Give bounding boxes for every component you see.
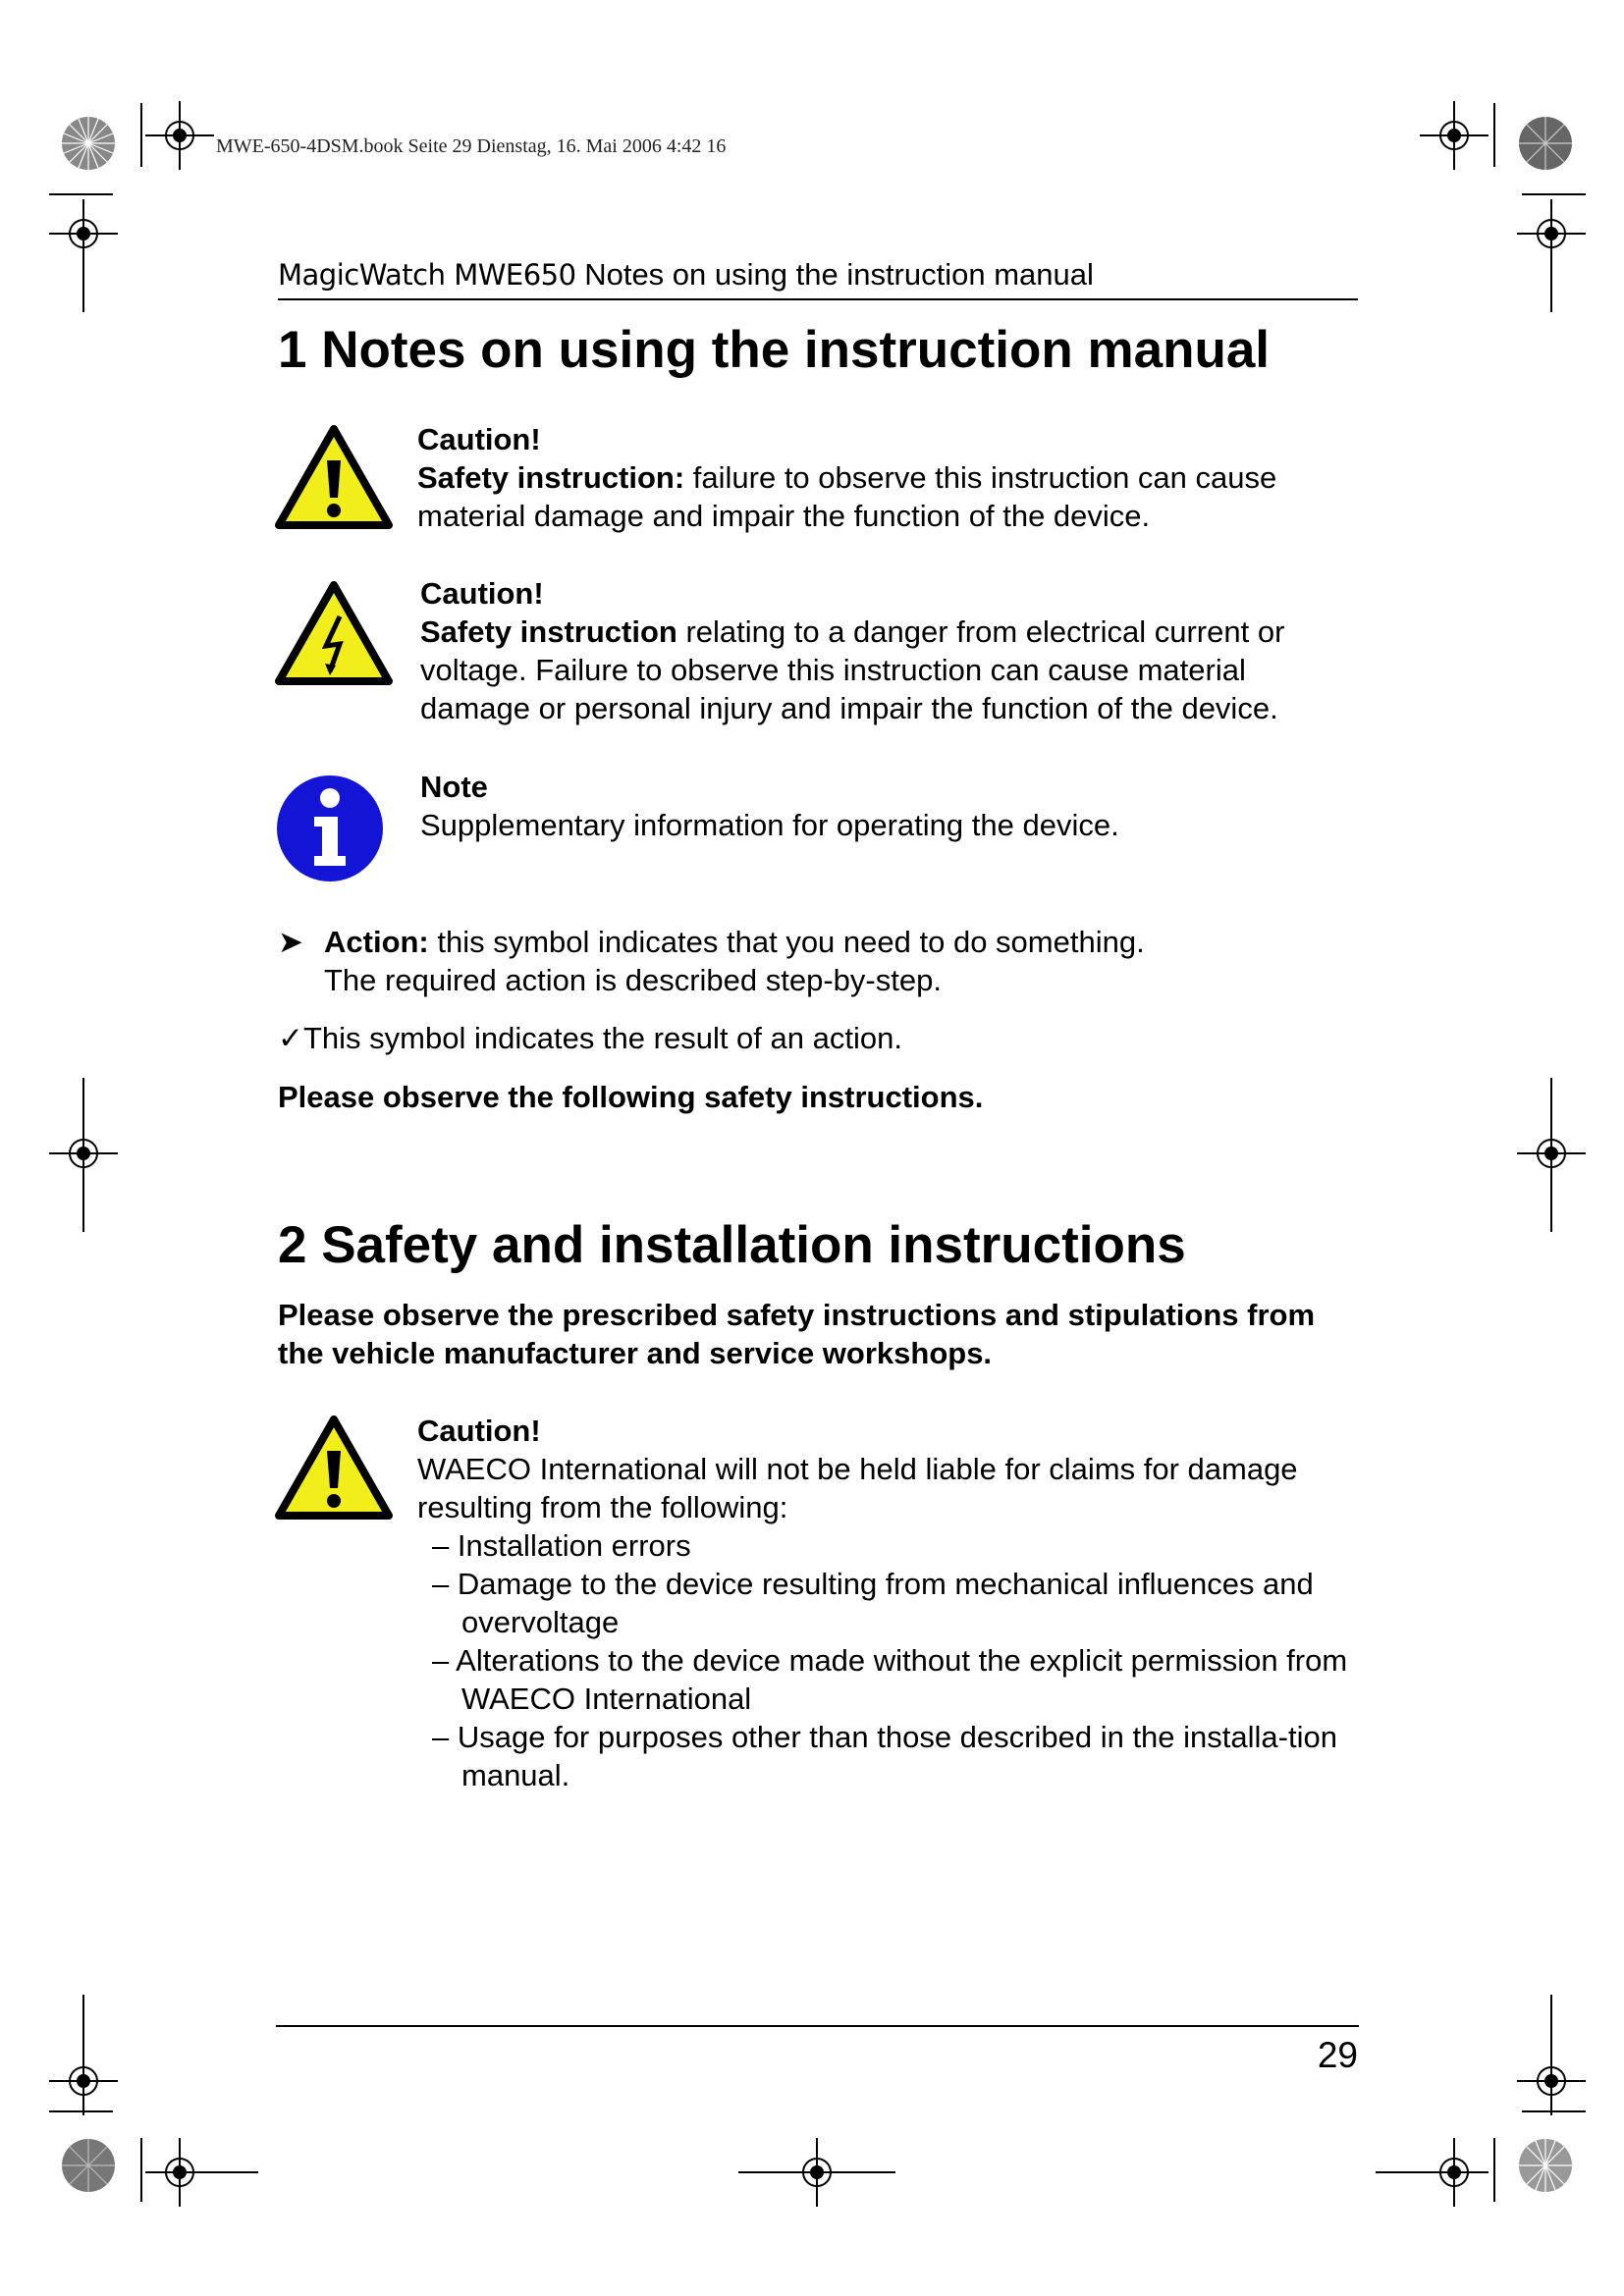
warning-icon bbox=[275, 425, 393, 531]
crop-line bbox=[851, 2171, 895, 2173]
list-item: – Alterations to the device made without the explicit permission from WAECO International bbox=[432, 1643, 1348, 1716]
electrical-hazard-icon bbox=[275, 581, 393, 687]
running-header-title: Notes on using the instruction manual bbox=[584, 257, 1094, 292]
section-1-heading: 1 Notes on using the instruction manual bbox=[278, 321, 1271, 379]
color-rosette-icon bbox=[1518, 116, 1573, 171]
list-item: – Installation errors bbox=[432, 1528, 691, 1563]
caution-body: failure to observe this instruction can cause material damage and impair the function of the device. bbox=[417, 460, 1277, 533]
crop-line bbox=[1550, 236, 1552, 312]
color-rosette-icon bbox=[1518, 2138, 1573, 2193]
caution-lead: Safety instruction: bbox=[417, 460, 685, 495]
crop-line bbox=[1493, 2138, 1495, 2202]
color-rosette-icon bbox=[61, 116, 116, 171]
arrow-icon: ➤ bbox=[278, 925, 303, 959]
registration-mark-icon bbox=[1420, 101, 1489, 170]
caution-text bbox=[420, 613, 1363, 727]
crop-line bbox=[1550, 1173, 1552, 1232]
registration-mark-icon bbox=[1420, 2138, 1489, 2207]
crop-line bbox=[82, 1078, 84, 1137]
product-brand: MagicWatch MWE650 bbox=[278, 258, 576, 292]
crop-line bbox=[82, 236, 84, 312]
crop-line bbox=[82, 1173, 84, 1232]
action-text: this symbol indicates that you need to do something. bbox=[428, 925, 1145, 959]
note bbox=[420, 768, 1363, 844]
crop-line bbox=[214, 2171, 258, 2173]
action-line-2: The required action is described step-by-step. bbox=[324, 963, 942, 997]
crop-line bbox=[1522, 193, 1586, 195]
info-icon bbox=[275, 774, 385, 883]
caution-title: Caution! bbox=[420, 576, 544, 611]
list-item: – Usage for purposes other than those described in the installa-tion manual. bbox=[432, 1720, 1337, 1792]
crop-line bbox=[738, 2171, 783, 2173]
crop-line bbox=[49, 193, 113, 195]
crop-line bbox=[1493, 103, 1495, 167]
action-lead: Action: bbox=[324, 925, 429, 959]
crop-line bbox=[1376, 2171, 1420, 2173]
result-paragraph bbox=[278, 1019, 1358, 1057]
section-2-intro: Please observe the prescribed safety instructions and stipulations from the vehicle manufacturer and service workshops. bbox=[278, 1298, 1316, 1370]
crop-line bbox=[1550, 1995, 1552, 2063]
checkmark-icon: ✓ bbox=[278, 1021, 303, 1055]
color-rosette-icon bbox=[61, 2138, 116, 2193]
print-info: MWE-650-4DSM.book Seite 29 Dienstag, 16. Mai 2006 4:42 16 bbox=[216, 135, 727, 157]
list-item: – Damage to the device resulting from mechanical influences and overvoltage bbox=[432, 1567, 1314, 1639]
note-title: Note bbox=[420, 770, 488, 804]
result-text: This symbol indicates the result of an action. bbox=[302, 1021, 902, 1055]
caution-title: Caution! bbox=[417, 1414, 541, 1448]
registration-mark-icon bbox=[145, 101, 214, 170]
caution-text bbox=[417, 458, 1360, 535]
action-paragraph bbox=[278, 923, 1358, 999]
crop-line bbox=[82, 1995, 84, 2063]
caution-electrical bbox=[420, 574, 1363, 727]
crop-line bbox=[140, 103, 142, 167]
page-number: 29 bbox=[1317, 2035, 1358, 2075]
liability-list bbox=[417, 1526, 1360, 1794]
registration-mark-icon bbox=[145, 2138, 214, 2207]
crop-line bbox=[1550, 1078, 1552, 1137]
section-2-heading: 2 Safety and installation instructions bbox=[278, 1216, 1186, 1274]
action-line bbox=[278, 923, 1358, 961]
warning-icon bbox=[275, 1415, 393, 1522]
observe-note: Please observe the following safety instructions. bbox=[278, 1080, 984, 1114]
note-text: Supplementary information for operating the device. bbox=[420, 808, 1119, 842]
caution-lead: Safety instruction bbox=[420, 614, 677, 649]
caution-body: relating to a danger from electrical current or voltage. Failure to observe this instruction can cause material damage or personal injury and impair the function of the device. bbox=[420, 614, 1285, 725]
running-header bbox=[278, 257, 1358, 293]
footer-rule bbox=[276, 2025, 1359, 2027]
crop-line bbox=[1522, 2110, 1586, 2112]
caution-title: Caution! bbox=[417, 422, 541, 456]
caution-general bbox=[417, 420, 1360, 535]
caution-liability bbox=[417, 1412, 1360, 1794]
header-rule bbox=[278, 298, 1358, 300]
caution-text: WAECO International will not be held liable for claims for damage resulting from the following: bbox=[417, 1452, 1298, 1524]
crop-line bbox=[140, 2138, 142, 2202]
registration-mark-icon bbox=[783, 2138, 851, 2207]
crop-line bbox=[49, 2110, 113, 2112]
